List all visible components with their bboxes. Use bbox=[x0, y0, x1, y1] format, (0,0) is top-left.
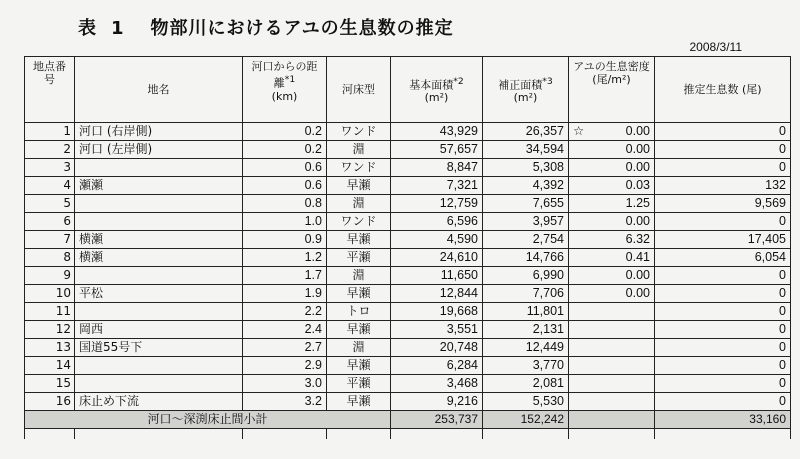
cell-bed-type: 淵 bbox=[327, 267, 391, 285]
header-no: 地点番号 bbox=[25, 57, 75, 123]
cell-basic-area: 3,468 bbox=[391, 375, 483, 393]
cell-basic-area: 7,321 bbox=[391, 177, 483, 195]
table-row bbox=[25, 141, 791, 159]
cell-distance: 1.7 bbox=[243, 267, 327, 285]
document-date: 2008/3/11 bbox=[689, 40, 742, 54]
cell-bed-type: 早瀬 bbox=[327, 285, 391, 303]
cell-no: 12 bbox=[25, 321, 75, 339]
table-row bbox=[25, 213, 791, 231]
star-mark-icon: ☆ bbox=[573, 124, 585, 138]
header-estimate: 推定生息数 (尾) bbox=[655, 57, 791, 123]
cell-name bbox=[75, 195, 243, 213]
cell-density bbox=[569, 303, 655, 321]
cell-bed-type: 淵 bbox=[327, 195, 391, 213]
cell-adjusted-area: 2,131 bbox=[483, 321, 569, 339]
cell-basic-area: 6,596 bbox=[391, 213, 483, 231]
cell-cutoff bbox=[655, 429, 791, 440]
table-row bbox=[25, 177, 791, 195]
subtotal-label: 河口～深渕床止間小計 bbox=[25, 411, 391, 429]
cell-cutoff bbox=[25, 429, 75, 440]
table-row bbox=[25, 357, 791, 375]
cell-bed-type: ワンド bbox=[327, 123, 391, 141]
cell-density-value: 0.00 bbox=[625, 160, 650, 174]
cell-estimate: 6,054 bbox=[655, 249, 791, 267]
cell-name bbox=[75, 213, 243, 231]
cell-density bbox=[569, 195, 655, 213]
cell-bed-type: ワンド bbox=[327, 159, 391, 177]
cell-no: 11 bbox=[25, 303, 75, 321]
cell-name: 平松 bbox=[75, 285, 243, 303]
table-row bbox=[25, 321, 791, 339]
cell-estimate: 132 bbox=[655, 177, 791, 195]
cell-no: 8 bbox=[25, 249, 75, 267]
cell-distance: 3.2 bbox=[243, 393, 327, 411]
table-header-row bbox=[25, 57, 791, 123]
cell-bed-type: 平瀬 bbox=[327, 249, 391, 267]
cell-estimate: 0 bbox=[655, 321, 791, 339]
cell-cutoff bbox=[569, 429, 655, 440]
cell-cutoff bbox=[327, 429, 391, 440]
cell-distance: 1.9 bbox=[243, 285, 327, 303]
cell-cutoff bbox=[243, 429, 327, 440]
cell-density-value: 1.25 bbox=[625, 196, 650, 210]
cell-name: 横瀬 bbox=[75, 249, 243, 267]
cell-no: 7 bbox=[25, 231, 75, 249]
cell-basic-area: 24,610 bbox=[391, 249, 483, 267]
cell-adjusted-area: 4,392 bbox=[483, 177, 569, 195]
table-title bbox=[78, 14, 454, 40]
cell-distance: 0.8 bbox=[243, 195, 327, 213]
cell-density bbox=[569, 375, 655, 393]
cell-basic-area: 43,929 bbox=[391, 123, 483, 141]
cell-no: 16 bbox=[25, 393, 75, 411]
table-row bbox=[25, 195, 791, 213]
cell-name bbox=[75, 303, 243, 321]
cell-adjusted-area: 2,081 bbox=[483, 375, 569, 393]
cell-density-value: 0.03 bbox=[625, 178, 650, 192]
header-basic-area-note: *2 bbox=[453, 75, 464, 87]
cell-adjusted-area: 7,706 bbox=[483, 285, 569, 303]
cell-estimate: 0 bbox=[655, 141, 791, 159]
cell-distance: 0.2 bbox=[243, 123, 327, 141]
cell-adjusted-area: 11,801 bbox=[483, 303, 569, 321]
cell-basic-area: 19,668 bbox=[391, 303, 483, 321]
table-row-cutoff bbox=[25, 429, 791, 440]
cell-density-value: 0.00 bbox=[625, 268, 650, 282]
cell-basic-area: 3,551 bbox=[391, 321, 483, 339]
cell-density bbox=[569, 213, 655, 231]
cell-no: 9 bbox=[25, 267, 75, 285]
cell-cutoff bbox=[75, 429, 243, 440]
cell-distance: 2.7 bbox=[243, 339, 327, 357]
cell-estimate: 0 bbox=[655, 213, 791, 231]
cell-density-value: 0.00 bbox=[625, 142, 650, 156]
cell-density bbox=[569, 357, 655, 375]
header-adjusted-area: 補正面積$^{*3}$ (m²) bbox=[483, 57, 569, 123]
cell-distance: 1.2 bbox=[243, 249, 327, 267]
cell-basic-area: 57,657 bbox=[391, 141, 483, 159]
cell-density bbox=[569, 177, 655, 195]
subtotal-estimate: 33,160 bbox=[655, 411, 791, 429]
cell-estimate: 0 bbox=[655, 267, 791, 285]
cell-basic-area: 8,847 bbox=[391, 159, 483, 177]
subtotal-density bbox=[569, 411, 655, 429]
header-density-unit: (尾/m²) bbox=[592, 73, 631, 86]
cell-bed-type: 早瀬 bbox=[327, 393, 391, 411]
cell-name: 国道55号下 bbox=[75, 339, 243, 357]
cell-no: 2 bbox=[25, 141, 75, 159]
cell-adjusted-area: 7,655 bbox=[483, 195, 569, 213]
cell-no: 4 bbox=[25, 177, 75, 195]
cell-basic-area: 11,650 bbox=[391, 267, 483, 285]
header-basic-area: 基本面積$^{*2}$ (m²) bbox=[391, 57, 483, 123]
subtotal-basic-area: 253,737 bbox=[391, 411, 483, 429]
cell-density bbox=[569, 321, 655, 339]
cell-estimate: 0 bbox=[655, 339, 791, 357]
cell-distance: 0.9 bbox=[243, 231, 327, 249]
cell-distance: 2.4 bbox=[243, 321, 327, 339]
cell-name: 河口 (左岸側) bbox=[75, 141, 243, 159]
cell-name: 床止め下流 bbox=[75, 393, 243, 411]
header-bed: 河床型 bbox=[327, 57, 391, 123]
cell-distance: 2.2 bbox=[243, 303, 327, 321]
cell-estimate: 0 bbox=[655, 123, 791, 141]
table-row bbox=[25, 375, 791, 393]
subtotal-adjusted-area: 152,242 bbox=[483, 411, 569, 429]
cell-bed-type: 淵 bbox=[327, 339, 391, 357]
cell-density bbox=[569, 393, 655, 411]
cell-no: 13 bbox=[25, 339, 75, 357]
cell-cutoff bbox=[483, 429, 569, 440]
cell-name: 河口 (右岸側) bbox=[75, 123, 243, 141]
cell-no: 3 bbox=[25, 159, 75, 177]
table-row bbox=[25, 285, 791, 303]
estimate-table bbox=[24, 56, 791, 439]
cell-bed-type: 早瀬 bbox=[327, 357, 391, 375]
cell-basic-area: 4,590 bbox=[391, 231, 483, 249]
table-row bbox=[25, 159, 791, 177]
cell-distance: 2.9 bbox=[243, 357, 327, 375]
table-row bbox=[25, 231, 791, 249]
cell-adjusted-area: 34,594 bbox=[483, 141, 569, 159]
table-row bbox=[25, 393, 791, 411]
cell-name bbox=[75, 159, 243, 177]
cell-density bbox=[569, 267, 655, 285]
cell-density bbox=[569, 285, 655, 303]
cell-no: 10 bbox=[25, 285, 75, 303]
table-title-number: 1 bbox=[111, 18, 125, 39]
cell-basic-area: 12,759 bbox=[391, 195, 483, 213]
cell-basic-area: 12,844 bbox=[391, 285, 483, 303]
cell-density bbox=[569, 231, 655, 249]
table-row bbox=[25, 303, 791, 321]
cell-estimate: 0 bbox=[655, 285, 791, 303]
table-row bbox=[25, 267, 791, 285]
cell-bed-type: 淵 bbox=[327, 141, 391, 159]
header-name: 地名 bbox=[75, 57, 243, 123]
cell-adjusted-area: 6,990 bbox=[483, 267, 569, 285]
cell-adjusted-area: 12,449 bbox=[483, 339, 569, 357]
cell-name: 瀬瀬 bbox=[75, 177, 243, 195]
cell-cutoff bbox=[391, 429, 483, 440]
header-distance: 河口からの距離$^{*1}$ (km) bbox=[243, 57, 327, 123]
cell-adjusted-area: 5,530 bbox=[483, 393, 569, 411]
cell-adjusted-area: 14,766 bbox=[483, 249, 569, 267]
cell-density bbox=[569, 123, 655, 141]
cell-density-value: 6.32 bbox=[625, 232, 650, 246]
cell-bed-type: トロ bbox=[327, 303, 391, 321]
cell-estimate: 0 bbox=[655, 357, 791, 375]
cell-estimate: 0 bbox=[655, 159, 791, 177]
header-distance-unit: (km) bbox=[271, 89, 298, 103]
header-distance-note: *1 bbox=[284, 74, 296, 85]
cell-distance: 0.2 bbox=[243, 141, 327, 159]
cell-density bbox=[569, 339, 655, 357]
cell-adjusted-area: 5,308 bbox=[483, 159, 569, 177]
table-title-text: 物部川におけるアユの生息数の推定 bbox=[150, 18, 454, 39]
cell-name bbox=[75, 375, 243, 393]
cell-basic-area: 6,284 bbox=[391, 357, 483, 375]
cell-name: 横瀬 bbox=[75, 231, 243, 249]
cell-no: 6 bbox=[25, 213, 75, 231]
cell-adjusted-area: 3,957 bbox=[483, 213, 569, 231]
cell-estimate: 0 bbox=[655, 375, 791, 393]
table-row bbox=[25, 123, 791, 141]
header-adjusted-area-unit: (m²) bbox=[513, 91, 538, 105]
cell-no: 5 bbox=[25, 195, 75, 213]
table-row bbox=[25, 339, 791, 357]
header-density: アユの生息密度 (尾/m²) bbox=[569, 57, 655, 123]
header-adjusted-area-note: *3 bbox=[542, 75, 553, 87]
cell-distance: 0.6 bbox=[243, 177, 327, 195]
cell-bed-type: 早瀬 bbox=[327, 321, 391, 339]
cell-estimate: 9,569 bbox=[655, 195, 791, 213]
cell-adjusted-area: 3,770 bbox=[483, 357, 569, 375]
cell-estimate: 0 bbox=[655, 303, 791, 321]
cell-estimate: 0 bbox=[655, 393, 791, 411]
cell-no: 15 bbox=[25, 375, 75, 393]
cell-density-value: 0.41 bbox=[625, 250, 650, 264]
cell-distance: 1.0 bbox=[243, 213, 327, 231]
cell-adjusted-area: 26,357 bbox=[483, 123, 569, 141]
subtotal-row bbox=[25, 411, 791, 429]
cell-density-value: 0.00 bbox=[625, 286, 650, 300]
cell-bed-type: 早瀬 bbox=[327, 231, 391, 249]
cell-bed-type: 平瀬 bbox=[327, 375, 391, 393]
table-body bbox=[25, 123, 791, 440]
cell-name: 岡西 bbox=[75, 321, 243, 339]
cell-name bbox=[75, 357, 243, 375]
cell-density-value: 0.00 bbox=[625, 214, 650, 228]
cell-basic-area: 9,216 bbox=[391, 393, 483, 411]
cell-density bbox=[569, 249, 655, 267]
table-title-label: 表 bbox=[78, 18, 97, 39]
cell-bed-type: 早瀬 bbox=[327, 177, 391, 195]
cell-estimate: 17,405 bbox=[655, 231, 791, 249]
cell-basic-area: 20,748 bbox=[391, 339, 483, 357]
cell-density bbox=[569, 159, 655, 177]
cell-name bbox=[75, 267, 243, 285]
cell-no: 14 bbox=[25, 357, 75, 375]
cell-density bbox=[569, 141, 655, 159]
cell-distance: 3.0 bbox=[243, 375, 327, 393]
cell-adjusted-area: 2,754 bbox=[483, 231, 569, 249]
cell-no: 1 bbox=[25, 123, 75, 141]
header-basic-area-unit: (m²) bbox=[424, 91, 449, 105]
cell-density-value: 0.00 bbox=[625, 124, 650, 138]
cell-bed-type: ワンド bbox=[327, 213, 391, 231]
cell-distance: 0.6 bbox=[243, 159, 327, 177]
table-row bbox=[25, 249, 791, 267]
